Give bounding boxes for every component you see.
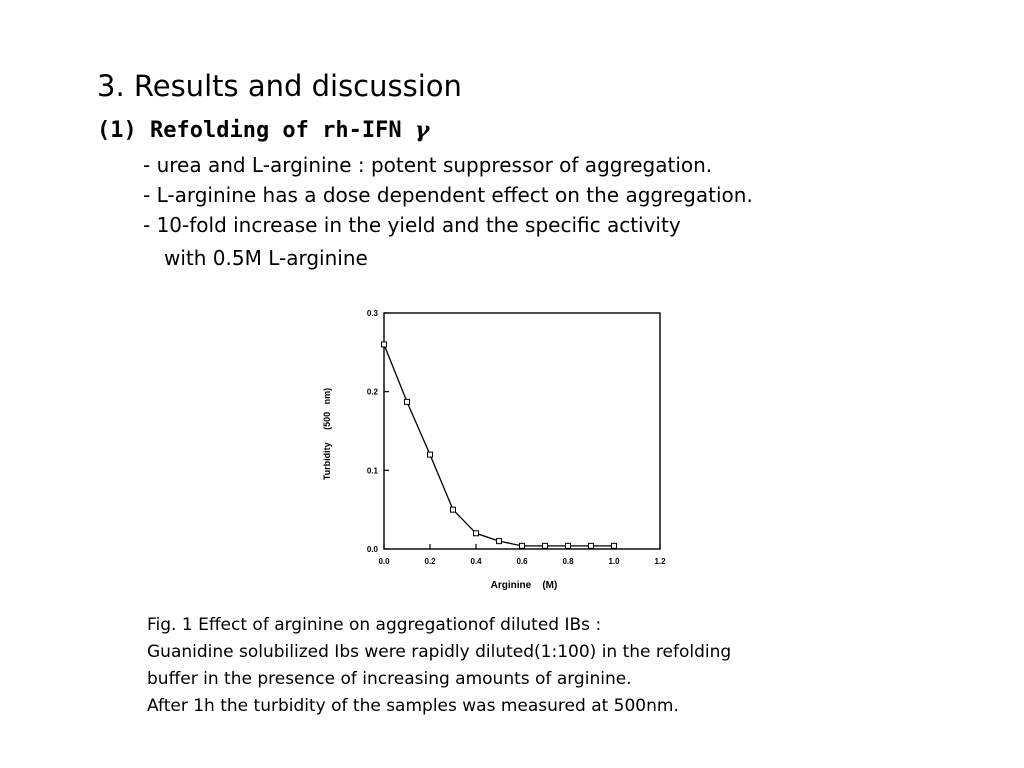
caption-line: Guanidine solubilized Ibs were rapidly diluted(1:100) in the refolding xyxy=(147,642,732,662)
caption-line: buffer in the presence of increasing amounts of arginine. xyxy=(147,669,632,689)
data-point-marker xyxy=(474,531,479,536)
bullet-item: - L-arginine has a dose dependent effect on the aggregation. xyxy=(143,183,753,207)
x-axis-label: Arginine (M) xyxy=(490,580,558,591)
plot-frame xyxy=(384,313,660,549)
data-point-marker xyxy=(543,543,548,548)
caption-line: After 1h the turbidity of the samples was measured at 500nm. xyxy=(147,696,679,716)
data-point-marker xyxy=(405,399,410,404)
y-axis-label: Turbidity (500 nm) xyxy=(322,387,332,481)
turbidity-chart xyxy=(300,300,680,600)
bullet-list xyxy=(143,150,753,276)
slide-title: 3. Results and discussion xyxy=(97,69,462,103)
data-point-marker xyxy=(520,543,525,548)
data-point-marker xyxy=(451,507,456,512)
bullet-item: - 10-fold increase in the yield and the specific activity xyxy=(143,213,681,237)
x-tick-label: 1.2 xyxy=(654,557,666,566)
data-point-marker xyxy=(566,543,571,548)
y-tick-label: 0.3 xyxy=(366,309,378,318)
bullet-item: - urea and L-arginine : potent suppressor of aggregation. xyxy=(143,153,713,177)
x-tick-label: 0.6 xyxy=(516,557,528,566)
y-tick-label: 0.2 xyxy=(366,387,378,397)
gamma-symbol: γ xyxy=(414,117,430,143)
subheading-text: (1) Refolding of rh-IFN xyxy=(97,118,415,143)
x-tick-label: 1.0 xyxy=(608,557,620,566)
x-tick-label: 0.4 xyxy=(470,557,482,566)
x-tick-label: 0.8 xyxy=(562,557,574,566)
section-subheading xyxy=(97,115,429,146)
y-tick-label: 0.0 xyxy=(366,545,378,554)
series-line xyxy=(384,344,614,545)
y-tick-label: 0.1 xyxy=(366,466,378,476)
data-point-marker xyxy=(382,342,387,347)
x-tick-label: 0.2 xyxy=(424,557,436,566)
data-point-marker xyxy=(428,452,433,457)
data-point-marker xyxy=(612,543,617,548)
x-tick-label: 0.0 xyxy=(378,557,390,566)
figure-caption xyxy=(147,612,731,720)
caption-line: Fig. 1 Effect of arginine on aggregationof diluted IBs : xyxy=(147,615,602,635)
bullet-item-continuation: with 0.5M L-arginine xyxy=(164,246,368,270)
data-point-marker xyxy=(497,539,502,544)
data-point-marker xyxy=(589,543,594,548)
